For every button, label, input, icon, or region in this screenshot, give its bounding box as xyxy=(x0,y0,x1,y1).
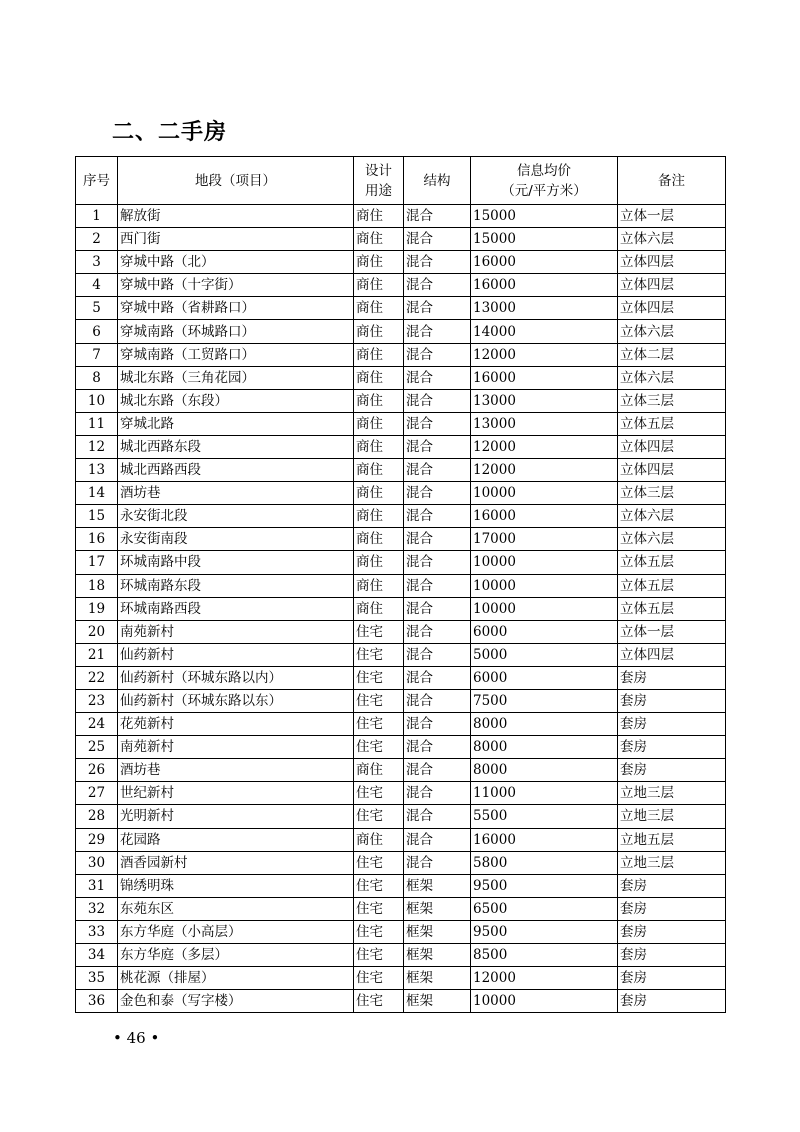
cell-no: 17 xyxy=(76,551,118,574)
cell-structure: 混合 xyxy=(404,805,471,828)
cell-location: 环城南路东段 xyxy=(118,574,354,597)
table-row xyxy=(76,874,726,897)
table-row xyxy=(76,944,726,967)
cell-no: 31 xyxy=(76,874,118,897)
cell-remarks: 立地三层 xyxy=(618,851,726,874)
cell-structure: 混合 xyxy=(404,689,471,712)
cell-location: 金色和泰（写字楼） xyxy=(118,990,354,1013)
cell-usage: 商住 xyxy=(354,505,404,528)
cell-location: 仙药新村 xyxy=(118,643,354,666)
cell-usage: 商住 xyxy=(354,597,404,620)
cell-remarks: 立地五层 xyxy=(618,828,726,851)
cell-structure: 混合 xyxy=(404,505,471,528)
cell-location: 穿城中路（北） xyxy=(118,251,354,274)
cell-structure: 框架 xyxy=(404,944,471,967)
cell-location: 东方华庭（多层） xyxy=(118,944,354,967)
cell-price: 16000 xyxy=(471,505,618,528)
cell-location: 桃花源（排屋） xyxy=(118,967,354,990)
header-remarks: 备注 xyxy=(618,157,726,205)
cell-structure: 混合 xyxy=(404,320,471,343)
cell-structure: 混合 xyxy=(404,297,471,320)
cell-price: 10000 xyxy=(471,551,618,574)
cell-location: 世纪新村 xyxy=(118,782,354,805)
cell-structure: 混合 xyxy=(404,851,471,874)
cell-remarks: 立体五层 xyxy=(618,551,726,574)
cell-location: 东苑东区 xyxy=(118,897,354,920)
cell-remarks: 立体六层 xyxy=(618,366,726,389)
cell-structure: 框架 xyxy=(404,990,471,1013)
cell-no: 15 xyxy=(76,505,118,528)
page-number: • 46 • xyxy=(113,1029,160,1047)
cell-remarks: 立体五层 xyxy=(618,574,726,597)
cell-price: 15000 xyxy=(471,205,618,228)
table-row xyxy=(76,435,726,458)
cell-remarks: 立体一层 xyxy=(618,205,726,228)
table-row xyxy=(76,389,726,412)
cell-remarks: 立地三层 xyxy=(618,805,726,828)
cell-structure: 混合 xyxy=(404,389,471,412)
cell-no: 13 xyxy=(76,459,118,482)
cell-price: 16000 xyxy=(471,274,618,297)
cell-structure: 混合 xyxy=(404,228,471,251)
table-row xyxy=(76,713,726,736)
cell-price: 8000 xyxy=(471,736,618,759)
cell-no: 22 xyxy=(76,666,118,689)
cell-usage: 住宅 xyxy=(354,736,404,759)
cell-price: 9500 xyxy=(471,874,618,897)
cell-no: 25 xyxy=(76,736,118,759)
cell-remarks: 套房 xyxy=(618,920,726,943)
table-body xyxy=(76,205,726,1013)
cell-location: 永安街北段 xyxy=(118,505,354,528)
cell-price: 10000 xyxy=(471,482,618,505)
cell-location: 花园路 xyxy=(118,828,354,851)
cell-structure: 混合 xyxy=(404,597,471,620)
table-row xyxy=(76,736,726,759)
cell-structure: 混合 xyxy=(404,251,471,274)
table-row xyxy=(76,920,726,943)
cell-structure: 混合 xyxy=(404,366,471,389)
cell-usage: 商住 xyxy=(354,459,404,482)
header-location: 地段（项目） xyxy=(118,157,354,205)
cell-location: 解放街 xyxy=(118,205,354,228)
cell-location: 环城南路中段 xyxy=(118,551,354,574)
cell-price: 12000 xyxy=(471,435,618,458)
cell-remarks: 立体四层 xyxy=(618,643,726,666)
cell-remarks: 立体六层 xyxy=(618,320,726,343)
cell-price: 6000 xyxy=(471,620,618,643)
cell-usage: 商住 xyxy=(354,435,404,458)
cell-usage: 商住 xyxy=(354,389,404,412)
cell-no: 29 xyxy=(76,828,118,851)
cell-location: 南苑新村 xyxy=(118,620,354,643)
cell-usage: 住宅 xyxy=(354,920,404,943)
cell-no: 2 xyxy=(76,228,118,251)
cell-no: 12 xyxy=(76,435,118,458)
cell-location: 光明新村 xyxy=(118,805,354,828)
cell-price: 12000 xyxy=(471,967,618,990)
header-price-line1: 信息均价 xyxy=(517,162,571,179)
cell-structure: 框架 xyxy=(404,897,471,920)
cell-structure: 混合 xyxy=(404,736,471,759)
cell-usage: 住宅 xyxy=(354,874,404,897)
table-row xyxy=(76,759,726,782)
cell-location: 城北西路西段 xyxy=(118,459,354,482)
cell-usage: 住宅 xyxy=(354,944,404,967)
cell-usage: 住宅 xyxy=(354,782,404,805)
price-table xyxy=(75,156,726,1013)
cell-remarks: 立体五层 xyxy=(618,597,726,620)
cell-usage: 商住 xyxy=(354,274,404,297)
cell-location: 穿城南路（工贸路口） xyxy=(118,343,354,366)
cell-location: 仙药新村（环城东路以东） xyxy=(118,689,354,712)
cell-no: 5 xyxy=(76,297,118,320)
cell-structure: 混合 xyxy=(404,759,471,782)
table-row xyxy=(76,297,726,320)
table-row xyxy=(76,459,726,482)
cell-remarks: 立体四层 xyxy=(618,251,726,274)
table-row xyxy=(76,551,726,574)
cell-no: 23 xyxy=(76,689,118,712)
cell-price: 17000 xyxy=(471,528,618,551)
cell-usage: 商住 xyxy=(354,528,404,551)
header-structure: 结构 xyxy=(404,157,471,205)
cell-remarks: 立体一层 xyxy=(618,620,726,643)
cell-no: 36 xyxy=(76,990,118,1013)
cell-usage: 商住 xyxy=(354,251,404,274)
cell-usage: 商住 xyxy=(354,297,404,320)
cell-no: 21 xyxy=(76,643,118,666)
cell-usage: 住宅 xyxy=(354,967,404,990)
cell-price: 12000 xyxy=(471,343,618,366)
cell-structure: 混合 xyxy=(404,574,471,597)
cell-remarks: 立体四层 xyxy=(618,435,726,458)
cell-remarks: 套房 xyxy=(618,736,726,759)
cell-price: 8000 xyxy=(471,759,618,782)
cell-usage: 商住 xyxy=(354,205,404,228)
cell-location: 酒香园新村 xyxy=(118,851,354,874)
cell-usage: 商住 xyxy=(354,828,404,851)
cell-no: 18 xyxy=(76,574,118,597)
cell-structure: 混合 xyxy=(404,782,471,805)
cell-remarks: 套房 xyxy=(618,874,726,897)
cell-structure: 框架 xyxy=(404,967,471,990)
cell-no: 4 xyxy=(76,274,118,297)
cell-remarks: 立体六层 xyxy=(618,228,726,251)
cell-no: 28 xyxy=(76,805,118,828)
cell-price: 9500 xyxy=(471,920,618,943)
section-title: 二、二手房 xyxy=(112,120,228,145)
cell-no: 33 xyxy=(76,920,118,943)
cell-location: 南苑新村 xyxy=(118,736,354,759)
header-usage-line1: 设计 xyxy=(365,162,392,179)
cell-location: 花苑新村 xyxy=(118,713,354,736)
cell-usage: 商住 xyxy=(354,366,404,389)
cell-structure: 混合 xyxy=(404,435,471,458)
header-usage xyxy=(354,157,404,205)
cell-price: 16000 xyxy=(471,366,618,389)
cell-no: 24 xyxy=(76,713,118,736)
cell-remarks: 套房 xyxy=(618,689,726,712)
header-usage-line2: 用途 xyxy=(365,182,392,199)
cell-usage: 住宅 xyxy=(354,689,404,712)
cell-location: 酒坊巷 xyxy=(118,482,354,505)
table-row xyxy=(76,851,726,874)
cell-price: 6000 xyxy=(471,666,618,689)
cell-usage: 商住 xyxy=(354,228,404,251)
cell-no: 10 xyxy=(76,389,118,412)
cell-structure: 混合 xyxy=(404,828,471,851)
cell-usage: 商住 xyxy=(354,551,404,574)
cell-structure: 混合 xyxy=(404,459,471,482)
cell-location: 东方华庭（小高层） xyxy=(118,920,354,943)
cell-structure: 混合 xyxy=(404,643,471,666)
cell-remarks: 套房 xyxy=(618,944,726,967)
cell-structure: 框架 xyxy=(404,874,471,897)
cell-structure: 混合 xyxy=(404,482,471,505)
cell-remarks: 立体六层 xyxy=(618,528,726,551)
cell-structure: 混合 xyxy=(404,528,471,551)
cell-structure: 混合 xyxy=(404,620,471,643)
cell-remarks: 套房 xyxy=(618,713,726,736)
cell-remarks: 套房 xyxy=(618,967,726,990)
cell-no: 8 xyxy=(76,366,118,389)
table-row xyxy=(76,320,726,343)
cell-no: 19 xyxy=(76,597,118,620)
cell-structure: 混合 xyxy=(404,666,471,689)
table-row xyxy=(76,782,726,805)
cell-usage: 商住 xyxy=(354,482,404,505)
table-row xyxy=(76,597,726,620)
table-row xyxy=(76,366,726,389)
cell-price: 13000 xyxy=(471,412,618,435)
table-row xyxy=(76,689,726,712)
table-row xyxy=(76,666,726,689)
cell-structure: 混合 xyxy=(404,412,471,435)
cell-no: 34 xyxy=(76,944,118,967)
cell-remarks: 立体三层 xyxy=(618,389,726,412)
cell-no: 16 xyxy=(76,528,118,551)
cell-location: 穿城南路（环城路口） xyxy=(118,320,354,343)
cell-location: 穿城北路 xyxy=(118,412,354,435)
cell-usage: 商住 xyxy=(354,759,404,782)
cell-location: 酒坊巷 xyxy=(118,759,354,782)
cell-location: 仙药新村（环城东路以内） xyxy=(118,666,354,689)
cell-price: 7500 xyxy=(471,689,618,712)
cell-remarks: 立体三层 xyxy=(618,482,726,505)
cell-usage: 商住 xyxy=(354,343,404,366)
table-row xyxy=(76,343,726,366)
table-row xyxy=(76,251,726,274)
cell-no: 14 xyxy=(76,482,118,505)
cell-remarks: 立体六层 xyxy=(618,505,726,528)
cell-price: 6500 xyxy=(471,897,618,920)
cell-location: 锦绣明珠 xyxy=(118,874,354,897)
cell-no: 11 xyxy=(76,412,118,435)
cell-no: 27 xyxy=(76,782,118,805)
cell-structure: 混合 xyxy=(404,205,471,228)
cell-price: 10000 xyxy=(471,574,618,597)
cell-usage: 住宅 xyxy=(354,643,404,666)
cell-structure: 混合 xyxy=(404,343,471,366)
table-row xyxy=(76,274,726,297)
cell-remarks: 套房 xyxy=(618,897,726,920)
cell-price: 8000 xyxy=(471,713,618,736)
table-row xyxy=(76,205,726,228)
cell-location: 城北东路（三角花园） xyxy=(118,366,354,389)
cell-usage: 住宅 xyxy=(354,620,404,643)
cell-no: 26 xyxy=(76,759,118,782)
cell-remarks: 立体五层 xyxy=(618,412,726,435)
header-price xyxy=(471,157,618,205)
table-row xyxy=(76,412,726,435)
cell-price: 8500 xyxy=(471,944,618,967)
cell-no: 1 xyxy=(76,205,118,228)
cell-price: 16000 xyxy=(471,828,618,851)
cell-price: 14000 xyxy=(471,320,618,343)
cell-remarks: 套房 xyxy=(618,990,726,1013)
cell-price: 5000 xyxy=(471,643,618,666)
cell-location: 城北西路东段 xyxy=(118,435,354,458)
table-row xyxy=(76,828,726,851)
cell-location: 环城南路西段 xyxy=(118,597,354,620)
table-header-row xyxy=(76,157,726,205)
cell-usage: 商住 xyxy=(354,412,404,435)
cell-structure: 混合 xyxy=(404,551,471,574)
cell-no: 35 xyxy=(76,967,118,990)
cell-usage: 商住 xyxy=(354,320,404,343)
cell-structure: 框架 xyxy=(404,920,471,943)
cell-location: 西门街 xyxy=(118,228,354,251)
cell-usage: 住宅 xyxy=(354,805,404,828)
table-row xyxy=(76,805,726,828)
cell-location: 穿城中路（省耕路口） xyxy=(118,297,354,320)
table-row xyxy=(76,505,726,528)
cell-usage: 住宅 xyxy=(354,713,404,736)
table-row xyxy=(76,967,726,990)
cell-no: 6 xyxy=(76,320,118,343)
cell-remarks: 套房 xyxy=(618,666,726,689)
table-row xyxy=(76,528,726,551)
cell-usage: 商住 xyxy=(354,574,404,597)
cell-price: 13000 xyxy=(471,297,618,320)
cell-remarks: 立体二层 xyxy=(618,343,726,366)
cell-structure: 混合 xyxy=(404,713,471,736)
cell-usage: 住宅 xyxy=(354,897,404,920)
cell-location: 城北东路（东段） xyxy=(118,389,354,412)
cell-remarks: 套房 xyxy=(618,759,726,782)
cell-remarks: 立体四层 xyxy=(618,274,726,297)
cell-no: 3 xyxy=(76,251,118,274)
header-no: 序号 xyxy=(76,157,118,205)
cell-no: 20 xyxy=(76,620,118,643)
cell-price: 12000 xyxy=(471,459,618,482)
cell-no: 7 xyxy=(76,343,118,366)
cell-no: 32 xyxy=(76,897,118,920)
cell-usage: 住宅 xyxy=(354,851,404,874)
cell-price: 16000 xyxy=(471,251,618,274)
table-row xyxy=(76,990,726,1013)
table-row xyxy=(76,643,726,666)
cell-usage: 住宅 xyxy=(354,990,404,1013)
table-row xyxy=(76,228,726,251)
table-row xyxy=(76,482,726,505)
cell-remarks: 立地三层 xyxy=(618,782,726,805)
cell-usage: 住宅 xyxy=(354,666,404,689)
cell-price: 5500 xyxy=(471,805,618,828)
table-row xyxy=(76,620,726,643)
table-row xyxy=(76,574,726,597)
header-price-line2: （元/平方米） xyxy=(501,182,587,199)
cell-price: 10000 xyxy=(471,597,618,620)
cell-remarks: 立体四层 xyxy=(618,459,726,482)
cell-price: 15000 xyxy=(471,228,618,251)
cell-location: 穿城中路（十字街） xyxy=(118,274,354,297)
cell-price: 13000 xyxy=(471,389,618,412)
cell-no: 30 xyxy=(76,851,118,874)
cell-price: 10000 xyxy=(471,990,618,1013)
cell-price: 11000 xyxy=(471,782,618,805)
cell-price: 5800 xyxy=(471,851,618,874)
table-row xyxy=(76,897,726,920)
cell-structure: 混合 xyxy=(404,274,471,297)
cell-location: 永安街南段 xyxy=(118,528,354,551)
cell-remarks: 立体四层 xyxy=(618,297,726,320)
